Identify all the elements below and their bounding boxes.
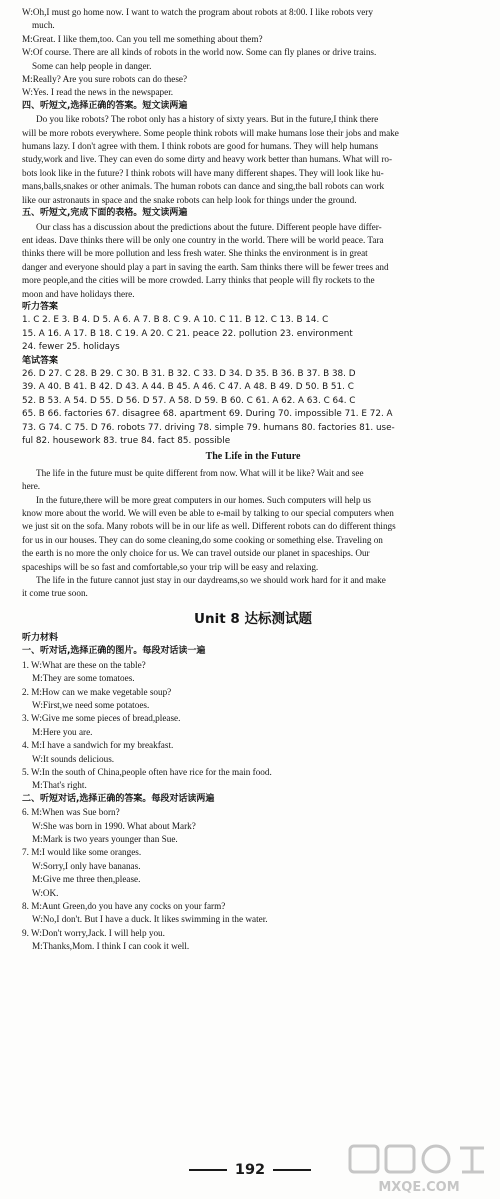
text-line: 7. M:I would like some oranges.: [22, 847, 142, 858]
text-line: bots look like in the future? I think robots will have many different shapes. They will look like hu-: [22, 167, 384, 178]
text-line: danger and everyone should play a part in saving the earth. Sam thinks there will be fewer trees and: [22, 261, 389, 272]
text-line: W:First,we need some potatoes.: [32, 699, 150, 710]
text-line: Do you like robots? The robot only has a history of sixty years. But in the future,I think there: [36, 114, 379, 125]
section-heading: 四、听短文,选择正确的答案。短文读两遍: [22, 100, 188, 111]
text-line: moon and have holidays there.: [22, 288, 135, 299]
text-line: M:Great. I like them,too. Can you tell me something about them?: [22, 33, 263, 44]
text-line: mans,balls,snakes or other animals. The human robots can dance and sing,the ball robots can work: [22, 181, 385, 192]
text-line: M:Thanks,Mom. I think I can cook it well.: [32, 941, 190, 952]
text-line: 4. M:I have a sandwich for my breakfast.: [22, 740, 174, 751]
section-heading: 二、听短对话,选择正确的答案。每段对话读两遍: [22, 793, 215, 804]
text-line: The life in the future must be quite different from now. What will it be like? Wait and see: [36, 467, 364, 478]
text-line: W:She was born in 1990. What about Mark?: [32, 820, 196, 831]
answer-line: 73. G 74. C 75. D 76. robots 77. driving 78. simple 79. humans 80. factories 81. use-: [22, 422, 395, 433]
text-line: W:Sorry,I only have bananas.: [32, 860, 141, 871]
page-content: [22, 6, 484, 954]
text-line: W:Of course. There are all kinds of robots in the world now. Some can fly planes or drive trains.: [22, 47, 377, 58]
text-line: Our class has a discussion about the predictions about the future. Different people have differ-: [36, 221, 382, 232]
text-line: W:OK.: [32, 887, 59, 898]
text-line: 8. M:Aunt Green,do you have any cocks on your farm?: [22, 901, 226, 911]
text-line: study,work and live. They can even do some dirty and heavy work better than humans. What will ro-: [22, 154, 393, 165]
text-line: The life in the future cannot just stay in our daydreams,so we should work hard for it and make: [36, 575, 386, 586]
text-line: W:It sounds delicious.: [32, 753, 115, 764]
text-line: M:Here you are.: [32, 726, 93, 737]
text-line: W:Oh,I must go home now. I want to watch the program about robots at 8:00. I like robots very: [22, 7, 373, 17]
text-line: M:Really? Are you sure robots can do these?: [22, 74, 188, 85]
text-line: 2. M:How can we make vegetable soup?: [22, 686, 172, 697]
unit-title: Unit 8 达标测试题: [194, 610, 312, 627]
text-line: the earth is no more the only choice for us. We can travel outside our planet in spaceships. Our: [22, 548, 370, 559]
section-heading: 五、听短文,完成下面的表格。短文读两遍: [22, 208, 188, 219]
text-line: M:That's right.: [32, 780, 87, 791]
text-line: know more about the world. We will even be able to e-mail by talking to our special computers when: [22, 508, 394, 519]
text-line: 6. M:When was Sue born?: [22, 807, 120, 818]
page-number-dash: [189, 1169, 227, 1171]
text-line: 3. W:Give me some pieces of bread,please.: [22, 713, 181, 724]
answer-line: 1. C 2. E 3. B 4. D 5. A 6. A 7. B 8. C 9. A 10. C 11. B 12. C 13. B 14. C: [22, 315, 329, 326]
answer-line: 52. B 53. A 54. D 55. D 56. D 57. A 58. D 59. B 60. C 61. A 62. A 63. C 64. C: [22, 395, 356, 406]
text-line: much.: [32, 20, 55, 31]
text-line: 5. W:In the south of China,people often have rice for the main food.: [22, 766, 272, 777]
text-line: M:Mark is two years younger than Sue.: [32, 833, 178, 844]
text-line: thinks there will be more pollution and less fresh water. She thinks the environment is in great: [22, 248, 368, 259]
text-line: 1. W:What are these on the table?: [22, 659, 146, 670]
answer-line: ful 82. housework 83. true 84. fact 85. possible: [22, 436, 231, 446]
answer-line: 24. fewer 25. holidays: [22, 342, 120, 353]
answer-line: 65. B 66. factories 67. disagree 68. apartment 69. During 70. impossible 71. E 72. A: [22, 409, 393, 420]
text-line: W:Yes. I read the news in the newspaper.: [22, 87, 174, 98]
answer-line: 26. D 27. C 28. B 29. C 30. B 31. B 32. C 33. D 34. D 35. B 36. B 37. B 38. D: [22, 368, 356, 379]
text-line: humans lazy. I don't agree with them. I think robots are good for humans. They will help humans: [22, 141, 379, 152]
watermark-text: MXQE.COM: [378, 1180, 460, 1195]
answer-line: 15. A 16. A 17. B 18. C 19. A 20. C 21. peace 22. pollution 23. environment: [22, 328, 353, 339]
section-heading: 笔试答案: [22, 355, 59, 366]
text-line: like our astronauts in space and the snake robots can help look for things under the ground.: [22, 194, 357, 205]
composition-title: The Life in the Future: [205, 451, 301, 463]
text-line: it come true soon.: [22, 588, 88, 599]
text-line: Some can help people in danger.: [32, 60, 152, 71]
text-line: for us in our houses. They can do some cleaning,do some cooking or something else. Traveling on: [22, 534, 383, 545]
text-line: here.: [22, 481, 41, 492]
text-line: ent ideas. Dave thinks there will be only one country in the world. There will be world peace. Tara: [22, 234, 384, 245]
page-number-dash: [273, 1169, 311, 1171]
section-heading: 听力答案: [22, 301, 59, 312]
text-line: we just sit on the sofa. Many robots will be in our life as well. Different robots can do different things: [22, 521, 396, 532]
text-line: more people,and the cities will be more crowded. Larry thinks that people will fly rockets to the: [22, 275, 375, 286]
text-line: M:They are some tomatoes.: [32, 673, 135, 684]
text-line: 9. W:Don't worry,Jack. I will help you.: [22, 927, 165, 938]
text-line: spaceships will be so fast and comfortable,so your trip will be easy and relaxing.: [22, 561, 319, 572]
text-line: will be more robots everywhere. Some people think robots will make humans lose their jobs and make: [22, 127, 399, 138]
text-line: In the future,there will be more great computers in our homes. Such computers will help us: [36, 494, 372, 505]
answer-line: 39. A 40. B 41. B 42. D 43. A 44. B 45. A 46. C 47. A 48. B 49. D 50. B 51. C: [22, 382, 354, 393]
section-heading: 一、听对话,选择正确的图片。每段对话读一遍: [22, 646, 206, 657]
page-number-text: 192: [234, 1162, 266, 1178]
text-line: W:No,I don't. But I have a duck. It likes swimming in the water.: [32, 914, 268, 925]
section-heading: 听力材料: [22, 632, 59, 643]
watermark-logo: [344, 1142, 494, 1197]
text-line: M:Give me three then,please.: [32, 874, 141, 885]
